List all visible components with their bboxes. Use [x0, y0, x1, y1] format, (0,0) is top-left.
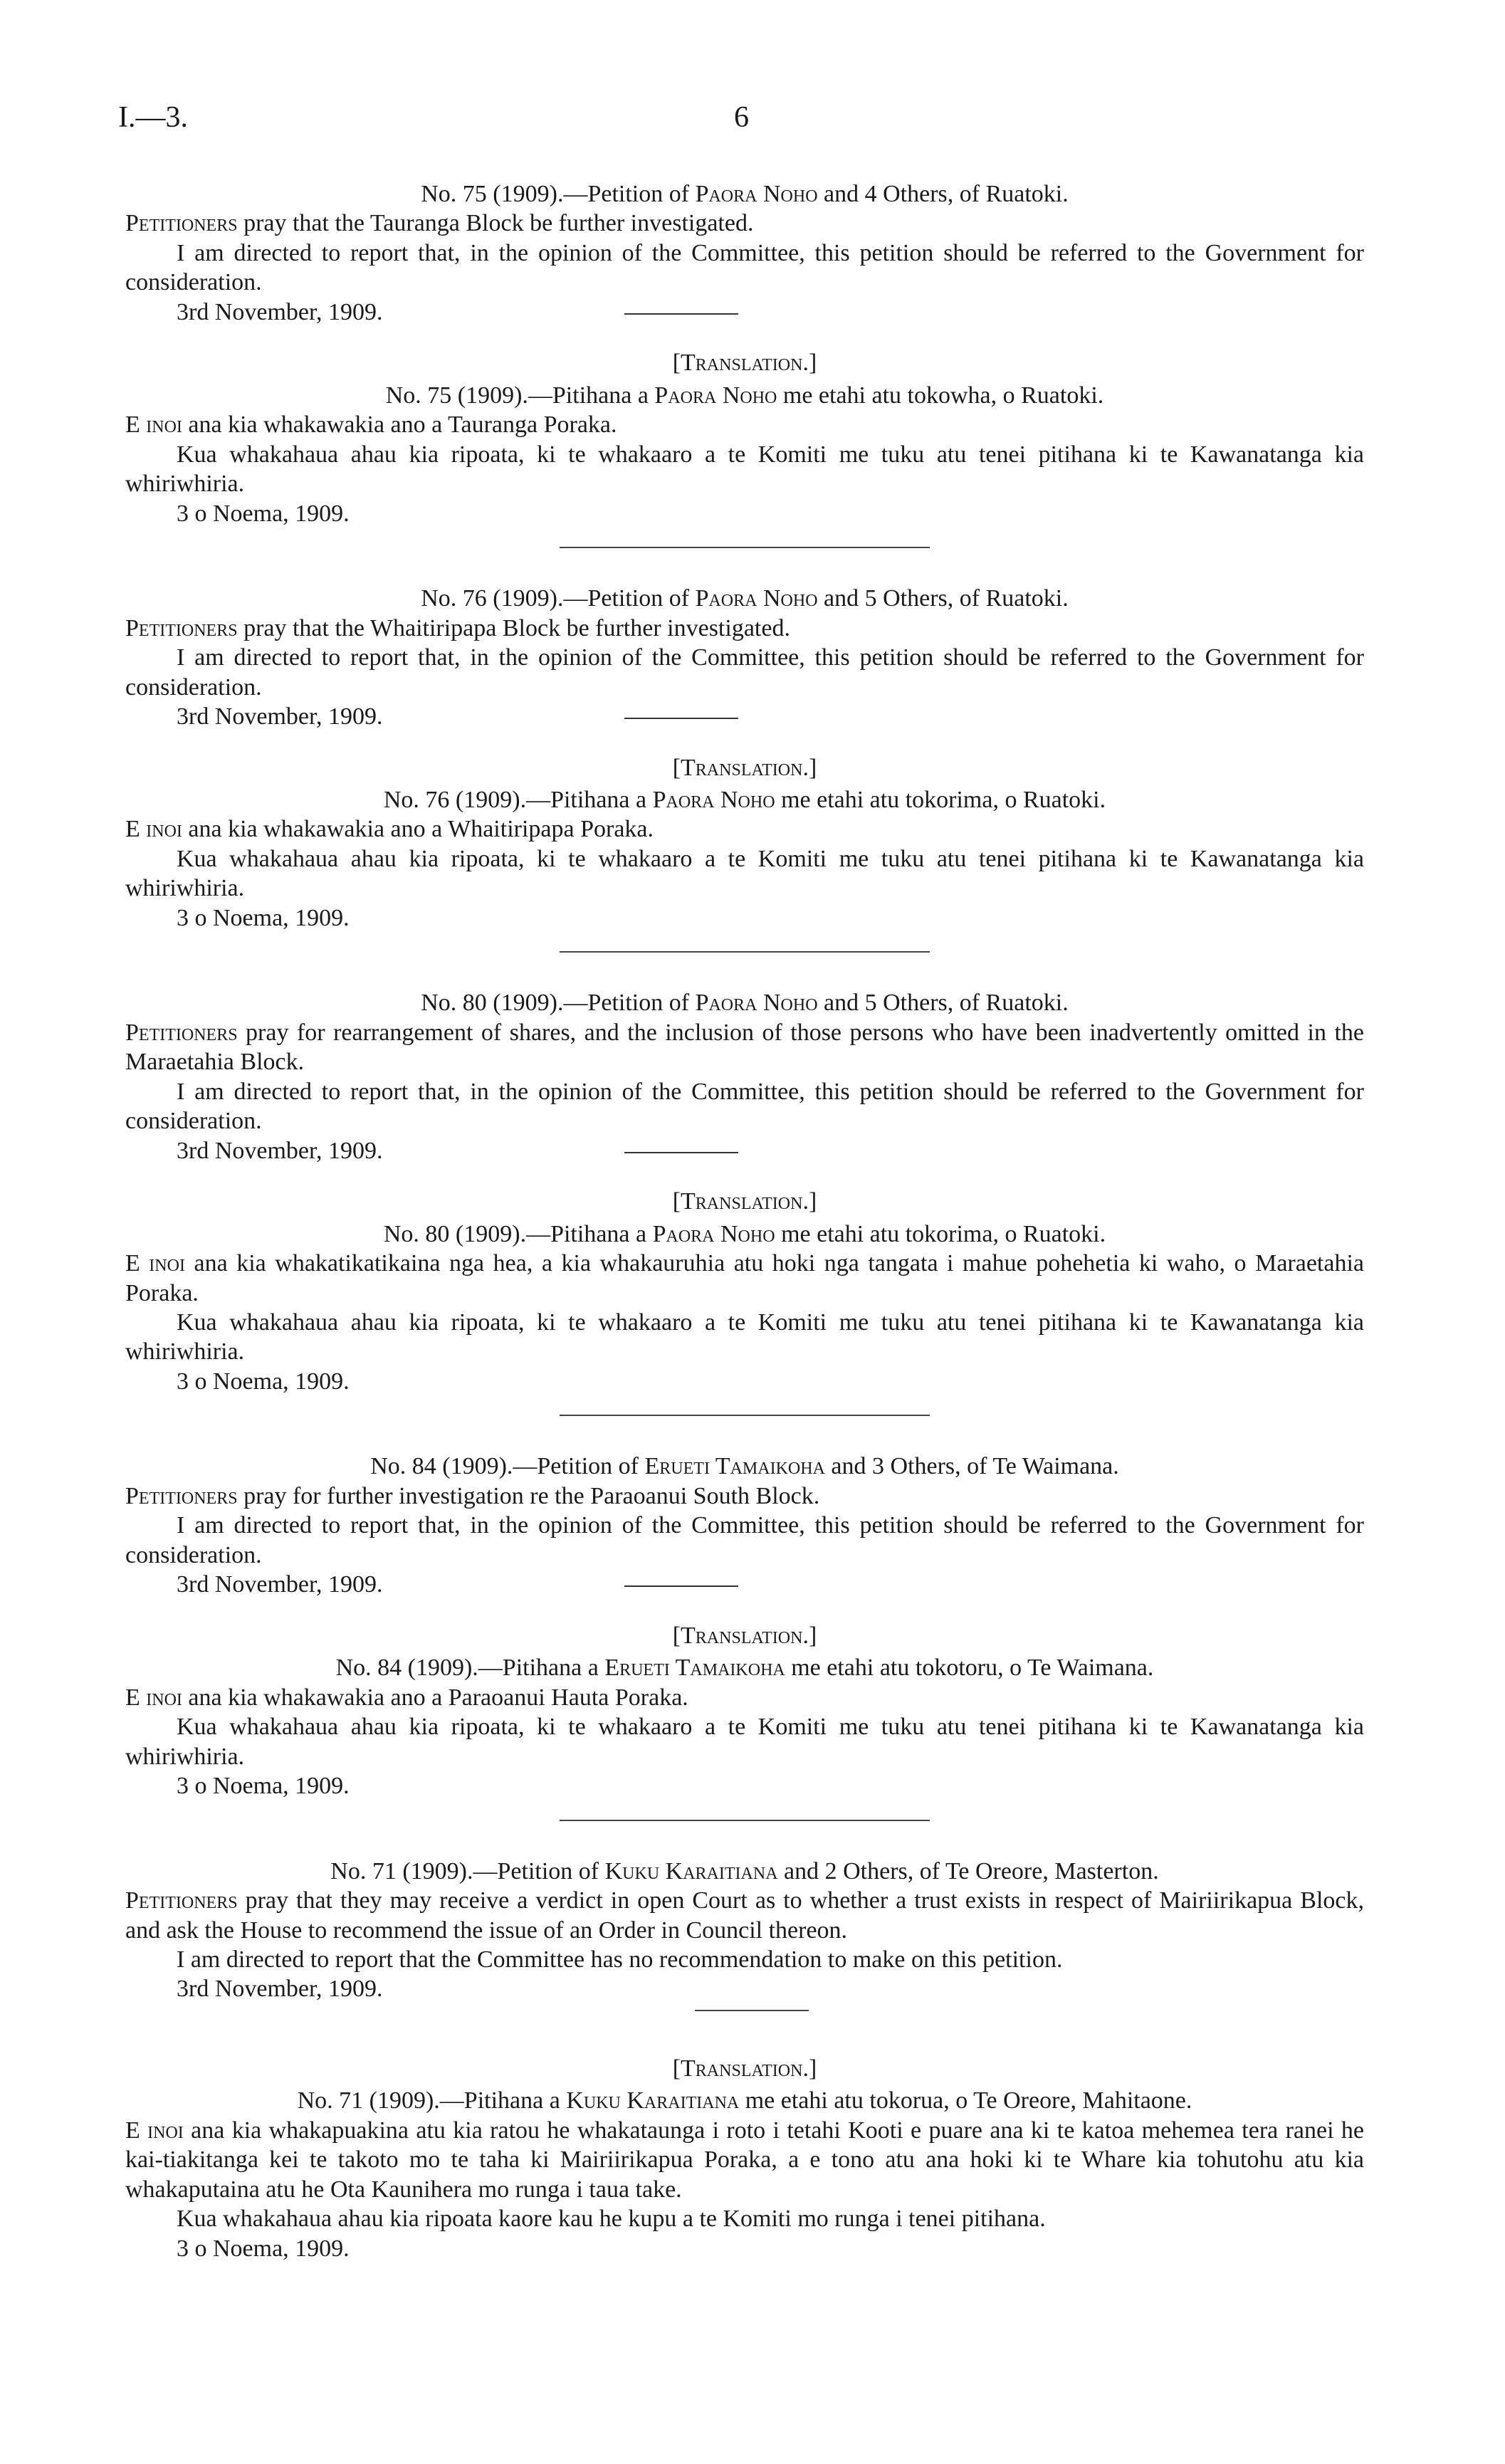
translation-label: [Translation.] — [672, 350, 817, 377]
translation-report: Kua whakahaua ahau kia ripoata, ki te whakaaro a te Komiti me tuku atu tenei pitihana ki te Kawanatanga kia whiriwhiria. — [125, 1309, 1364, 1365]
translation-title: No. 71 (1909).—Pitihana a Kuku Karaitiana me etahi atu tokorua, o Te Oreore, Mahitaone. — [297, 2087, 1192, 2114]
report-date: 3rd November, 1909. — [125, 1136, 1364, 1165]
folio-reference: I.—3. — [118, 101, 188, 134]
translation-date: 3 o Noema, 1909. — [177, 1773, 350, 1800]
petition-title: No. 80 (1909).—Petition of Paora Noho and 5 Others, of Ruatoki. — [421, 990, 1069, 1017]
translation-prayer: E inoi ana kia whakawakia ano a Whaitiripapa Poraka. — [125, 816, 654, 843]
petition-title: No. 75 (1909).—Petition of Paora Noho and 4 Others, of Ruatoki. — [421, 181, 1069, 207]
section-divider — [560, 1820, 930, 1821]
petition-entry — [125, 988, 1364, 1416]
translation-prayer: E inoi ana kia whakawakia ano a Paraoanui Hauta Poraka. — [125, 1684, 688, 1711]
section-divider — [560, 1415, 930, 1416]
petition-entry — [125, 1857, 1364, 2264]
date-rule — [695, 2010, 809, 2011]
translation-prayer: E inoi ana kia whakawakia ano a Tauranga Poraka. — [125, 411, 617, 439]
petition-prayer: Petitioners pray for further investigation re the Paraoanui South Block. — [125, 1482, 820, 1509]
report-date: 3rd November, 1909. — [125, 1570, 1364, 1599]
translation-label: [Translation.] — [672, 754, 817, 781]
translation-prayer: E inoi ana kia whakatikatikaina nga hea, a kia whakauruhia atu hoki nga tangata i mahue pohehetia ki waho, o Maraetahia Poraka. — [125, 1250, 1364, 1306]
committee-report: I am directed to report that, in the opinion of the Committee, this petition should be referred to the Government for consideration. — [125, 239, 1364, 296]
translation-date: 3 o Noema, 1909. — [177, 1368, 350, 1395]
petition-prayer: Petitioners pray that the Whaitiripapa Block be further investigated. — [125, 614, 790, 641]
translation-report: Kua whakahaua ahau kia ripoata, ki te whakaaro a te Komiti me tuku atu tenei pitihana ki te Kawanatanga kia whiriwhiria. — [125, 845, 1364, 902]
translation-report: Kua whakahaua ahau kia ripoata, ki te whakaaro a te Komiti me tuku atu tenei pitihana ki te Kawanatanga kia whiriwhiria. — [125, 1714, 1364, 1770]
petition-prayer: Petitioners pray for rearrangement of shares, and the inclusion of those persons who have been inadvertently omitted in the Maraetahia Block. — [125, 1019, 1364, 1076]
translation-title: No. 76 (1909).—Pitihana a Paora Noho me etahi atu tokorima, o Ruatoki. — [383, 786, 1106, 813]
translation-title: No. 84 (1909).—Pitihana a Erueti Tamaikoha me etahi atu tokotoru, o Te Waimana. — [335, 1655, 1154, 1682]
report-date: 3rd November, 1909. — [125, 298, 1364, 327]
page-number: 6 — [734, 101, 749, 134]
translation-title: No. 80 (1909).—Pitihana a Paora Noho me etahi atu tokorima, o Ruatoki. — [383, 1220, 1106, 1247]
translation-report: Kua whakahaua ahau kia ripoata, ki te whakaaro a te Komiti me tuku atu tenei pitihana ki te Kawanatanga kia whiriwhiria. — [125, 441, 1364, 498]
petition-prayer: Petitioners pray that the Tauranga Block be further investigated. — [125, 210, 754, 237]
translation-date: 3 o Noema, 1909. — [177, 904, 350, 931]
translation-date: 3 o Noema, 1909. — [177, 500, 350, 527]
petition-entry — [125, 1452, 1364, 1820]
petition-title: No. 71 (1909).—Petition of Kuku Karaitiana and 2 Others, of Te Oreore, Masterton. — [330, 1857, 1159, 1884]
translation-prayer: E inoi ana kia whakapuakina atu kia ratou he whakataunga i roto i tetahi Kooti e puare ana ki te katoa mehemea tera ranei he kai-tiakitanga kei te takoto mo te taha ki Mairiirikapua Poraka, a e tono atu ana hoki ki te Whare kia tohutohu atu kia whakaputaina atu he Ota Kaunihera mo runga i taua take. — [125, 2117, 1365, 2203]
section-divider — [560, 951, 930, 953]
translation-label: [Translation.] — [672, 1188, 817, 1215]
translation-date: 3 o Noema, 1909. — [177, 2235, 350, 2262]
committee-report: I am directed to report that, in the opinion of the Committee, this petition should be referred to the Government for consideration. — [125, 1078, 1364, 1135]
committee-report: I am directed to report that, in the opinion of the Committee, this petition should be referred to the Government for consideration. — [125, 1512, 1364, 1568]
petitions-list — [125, 179, 1364, 2263]
translation-label: [Translation.] — [672, 2055, 817, 2082]
section-divider — [560, 547, 930, 548]
petition-prayer: Petitioners pray that they may receive a verdict in open Court as to whether a trust exists in respect of Mairiirikapua Block, and ask the House to recommend the issue of an Order in Council thereon. — [125, 1887, 1364, 1944]
translation-label: [Translation.] — [672, 1622, 817, 1649]
report-date: 3rd November, 1909. — [125, 702, 1364, 731]
petition-title: No. 84 (1909).—Petition of Erueti Tamaikoha and 3 Others, of Te Waimana. — [370, 1453, 1119, 1480]
petition-entry — [125, 179, 1364, 548]
petition-entry — [125, 584, 1364, 953]
translation-report: Kua whakahaua ahau kia ripoata kaore kau he kupu a te Komiti mo runga i tenei pitihana. — [177, 2206, 1046, 2233]
translation-title: No. 75 (1909).—Pitihana a Paora Noho me etahi atu tokowha, o Ruatoki. — [385, 382, 1104, 409]
report-date: 3rd November, 1909. — [177, 1976, 383, 2003]
page-header — [118, 100, 1364, 142]
committee-report: I am directed to report that, in the opinion of the Committee, this petition should be referred to the Government for consideration. — [125, 644, 1364, 701]
committee-report: I am directed to report that the Committee has no recommendation to make on this petition. — [177, 1946, 1063, 1973]
petition-title: No. 76 (1909).—Petition of Paora Noho and 5 Others, of Ruatoki. — [421, 585, 1069, 612]
